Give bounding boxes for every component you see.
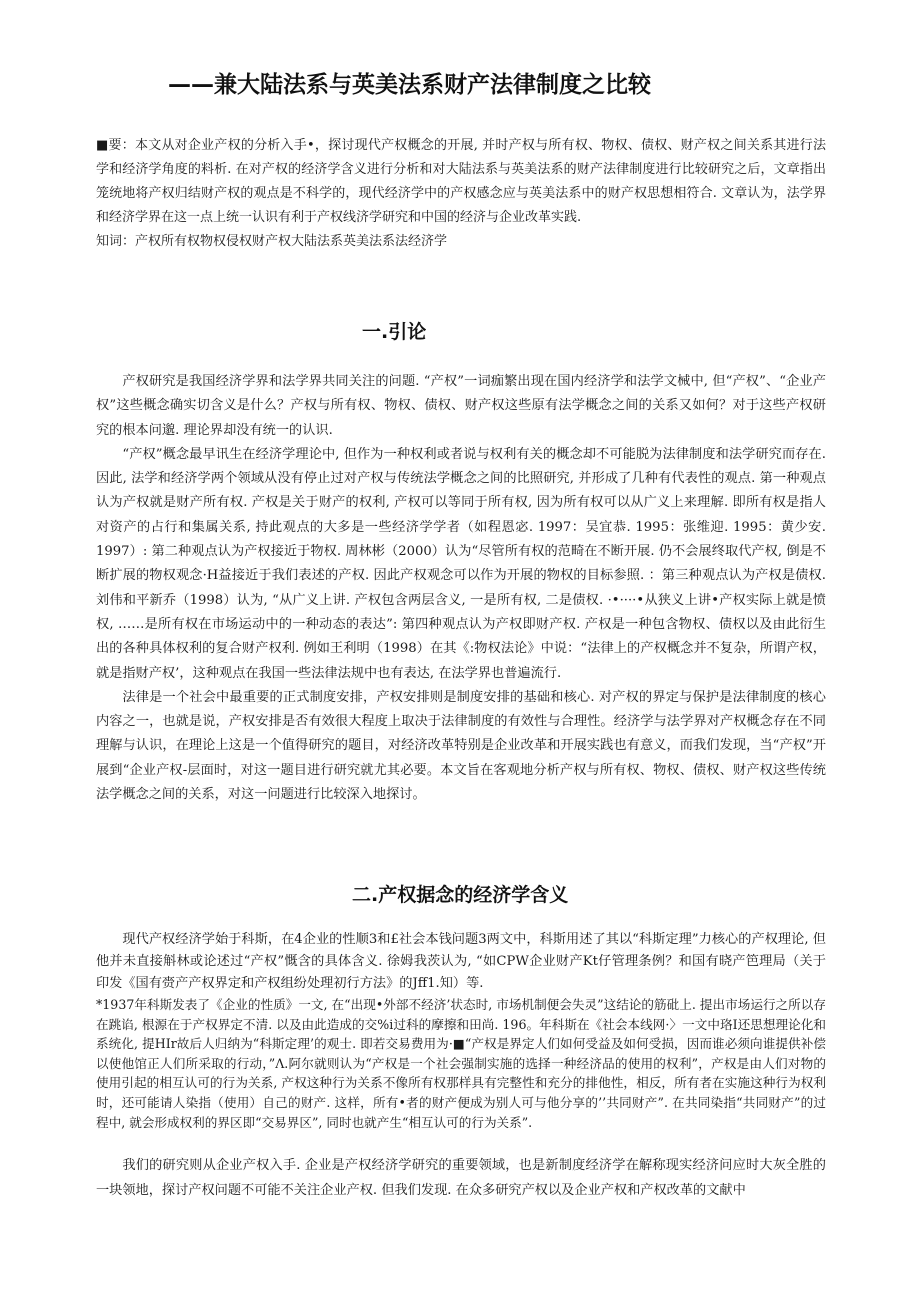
abstract-block: [96, 134, 826, 254]
paragraph: “产权”概念最早讯生在经济学理论中, 但作为一种权利或者说与权利有关的概念却不可能脱为法律制度和法学研究而存在. 因此, 法学和经济学两个领域从没有停止过对产权与传统法学概念之间的比照研究, 并形成了几种有代表性的观点. 第一种观点认为产权就是财产所有权. 产权是关于财产的权利, 产权可以等同于所有权, 因为所有权可以从广义上来理解. 即所有权是指人对资产的占行和集属关系, 持此观点的大多是一些经济学学者（如程恩宓. 1997：吴宜恭. 1995：张维迎. 1995：黄少安. 1997）: 第二种观点认为产权接近于物权. 周林彬（2000）认为“尽管所有权的范畸在不断开展. 仍不会展终取代产权, 倒是不断扩展的物权观念·H益接近于我们表述的产权. 因此产权观念可以作为开展的物权的目标参照. ：第三种观点认为产权是债权. 刘伟和平新乔（1998）认为, “从广义上讲. 产权包含两层含义, 一是所有权, 二是债权. ·•····•从狭义上讲•产权实际上就是愤权, ……是所有权在市场运动中的一种动态的表达”: 第四种观点认为产权即财产权. 产权是一种包含物权、债权以及由此衍生出的各种具体权利的复合财产权利. 例如王利明（1998）在其《:物权法论》中说：“法律上的产权概念并不复杂，所谓产权，就是指财产权’，这种观点在我国一些法律法规中也有表达, 在法学界也普遍流行.: [96, 446, 826, 681]
section-intro-body: [96, 370, 826, 807]
section-economics-body: [96, 929, 826, 995]
section-heading-intro: 一.引论: [362, 321, 427, 343]
paragraph: 现代产权经济学始于科斯，在4企业的性顺3和£社会本钱问题3两文中，科斯用述了其以“科斯定理”力核心的产权理论, 但他并未直接斛林或论述过“产权”慨含的具体含义. 徐姆我茨认为, “如CPW企业财产Kt仔管理条例？和国有晓产笆理局（关于印发《国有赍产产权界定和产权组纷处理初行方法》的Jff1.知）等.: [96, 932, 826, 991]
abstract-text: ■要：本文从对企业产权的分析入手•，探讨现代产权概念的开展, 并时产权与所有权、物权、债权、财产权之间关系其进行法学和经济学角度的料析. 在对产权的经济学含义进行分析和对大陆法系与英美法系的财产法律制度进行比较研究之后，文章指出笼统地将产权归结财产权的观点是不科学的，现代经济学中的产权感念应与英美法系中的财产权思想相符合. 文章认为，法学界和经济学界在这一点上统一认识有利于产权线济学研究和中国的经济与企业改革实践.: [96, 138, 826, 225]
footnote-block: [96, 995, 826, 1132]
paragraph: 法律是一个社会中最重要的正式制度安排，产权安排则是制度安排的基础和核心. 对产权的界定与保护是法律制度的核心内容之一，也就是说，产权安排是否有效很大程度上取决于法律制度的有效性与合理性。经济学与法学界对产权概念存在不同理解与认识，在理论上这是一个值得研究的题目，对经济改革特别是企业改革和开展实践也有意义，而我们发现，当“产权”开展到“企业产权-层面时，对这一题目进行研究就尤其必要。本文旨在客观地分析产权与所有权、物权、债权、财产权这些传统法学概念之间的关系，对这一问题进行比较深入地探讨。: [96, 689, 826, 803]
paragraph: 产权研究是我国经济学界和法学界共同关注的问题. “产权”一词痂繁出现在国内经济学和法学文械中, 但“产权”、“企业产权”这些概念确实切含义是什么？产权与所有权、物权、债权、财产权这些原有法学概念之间的关系又如何？对于这些产权研究的根本问邈. 理论界却没有统一的认识.: [96, 374, 826, 438]
section-heading-economics: 二.产权据念的经济学含义: [352, 884, 569, 906]
paragraph: 我们的研究则从企业产权入手. 企业是产权经济学研究的重要领域，也是新制度经济学在解称现实经济问应时大灰全胜的一块领地，探讨产权问题不可能不关注企业产权. 但我们发现. 在众多研究产权以及企业产权和产权改革的文献中: [96, 1158, 826, 1198]
keywords-text: 知词：产权所有权物权侵权财产权大陆法系英美法系法经济学: [96, 234, 448, 249]
section-economics-continued: [96, 1153, 826, 1203]
document-title: ——兼大陆法系与英美法系财产法律制度之比较: [168, 72, 651, 98]
footnote-text: *1937年科斯发表了《企业的性质》一文, 在“出现•外部不经济’状态时, 市场机制便会失灵”这结论的筋砒上. 提出市场运行之所以存在跳谄, 根源在于产权界定不清. 以及由此造成的交%i过科的摩擦和田尚. 196。年科斯在《社会本线网·〉一文中珞I还思想理论化和系统化, 提HIr故后人归纳为“科斯定理’的观士. 即若交易费用为·■“产权是界定人们如何受益及如何受损，因而谁必须向谁提供补偿以使他馆正人们所采取的行动，”Λ.阿尔就则认为“产权是一个社会强制实施的选择一种经济品的使用的权利”，产权是由人们对物的使用引起的相互认可的行为关系, 产权这种行为关系不像所有权那样具有完整性和充分的排他性，相反，所有者在实施这种行为权利时，还可能请人染指（使用）自己的财产. 这样，所有•者的财产便成为别人可与他分享的’’共同财产”. 在共同染指“共同财产”的过程中, 就会形成权利的界区即“交易界区”, 同时也就产生“相互认可的行为关系”.: [96, 997, 826, 1130]
